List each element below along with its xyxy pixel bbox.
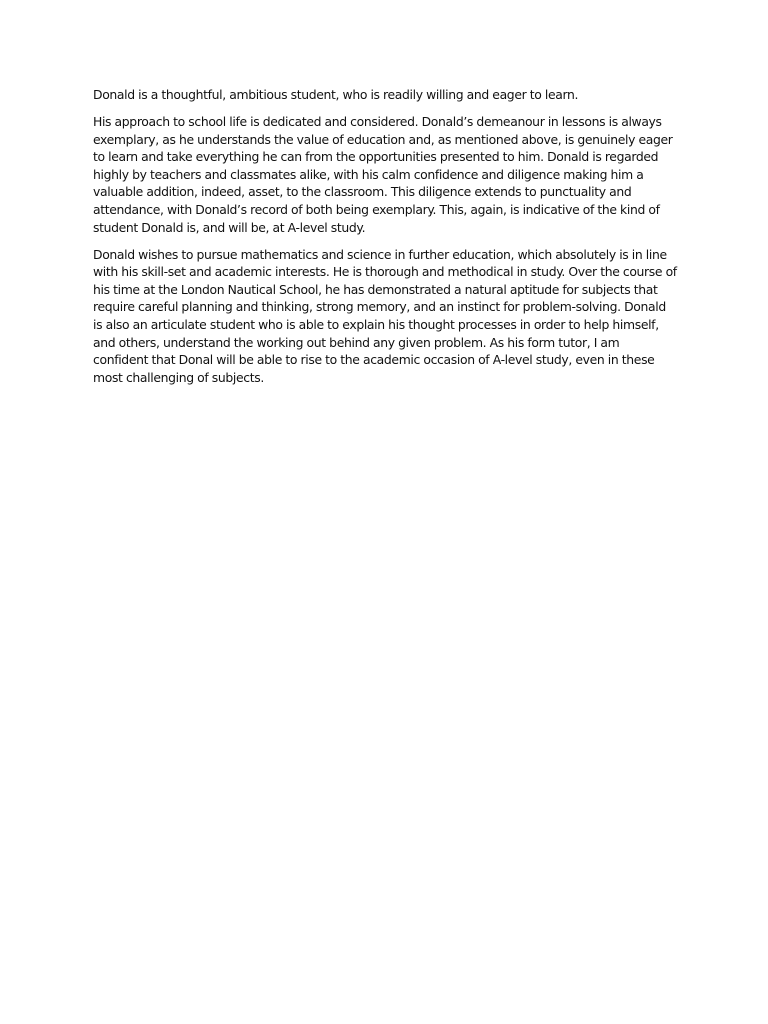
paragraph-intro: Donald is a thoughtful, ambitious student, who is readily willing and eager to learn. — [93, 87, 579, 102]
paragraph-approach: His approach to school life is dedicated and considered. Donald’s demeanour in lessons is always exemplary, as he understands the value of education and, as mentioned above, is genuinely eager to learn and take everything he can from the opportunities presented to him. Donald is regarded highly by teachers and classmates alike, with his calm confidence and diligence making him a valuable addition, indeed, asset, to the classroom. This diligence extends to punctuality and attendance, with Donald’s record of both being exemplary. This, again, is indicative of the kind of student Donald is, and will be, at A-level study. — [93, 113, 673, 235]
paragraph-aspirations: Donald wishes to pursue mathematics and science in further education, which absolutely is in line with his skill-set and academic interests. He is thorough and methodical in study. Over the course of his time at the London Nautical School, he has demonstrated a natural aptitude for subjects that require careful planning and thinking, strong memory, and an instinct for problem-solving. Donald is also an articulate student who is able to explain his thought processes in order to help himself, and others, understand the working out behind any given problem. As his form tutor, I am confident that Donal will be able to rise to the academic occasion of A-level study, even in these most challenging of subjects. — [93, 246, 677, 385]
document-body — [93, 86, 677, 396]
